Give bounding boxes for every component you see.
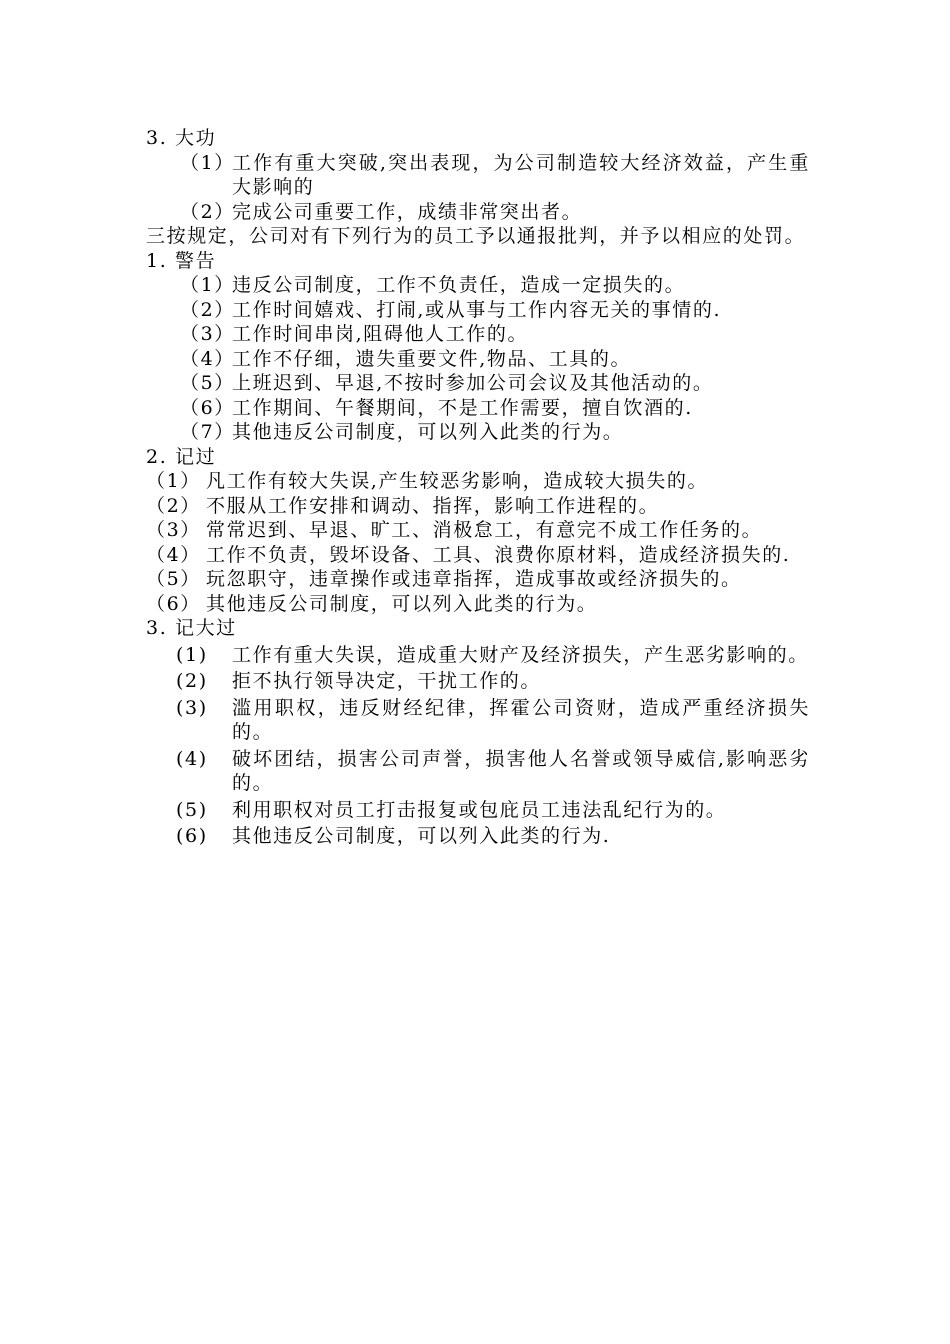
list-item [146,592,810,617]
item-number: （5） [180,372,235,394]
list-item [146,273,810,298]
list-item [146,494,810,519]
item-text: 工作时间串岗,阻碍他人工作的。 [232,323,529,345]
list-item [146,200,810,225]
list-item [146,747,810,796]
penalty-intro-paragraph: 三按规定，公司对有下列行为的员工予以通报批判，并予以相应的处罚。 [146,225,806,247]
item-text: 不服从工作安排和调动、指挥，影响工作进程的。 [206,494,660,517]
item-number: （6） [180,396,235,419]
item-text: 滥用职权，违反财经纪律，挥霍公司资财，造成严重经济损失的。 [232,696,810,743]
section-heading-warning: 1. 警告 [146,249,217,272]
item-text: 工作有重大突破,突出表现，为公司制造较大经济效益，产生重大影响的 [232,151,810,198]
list-item [146,420,810,445]
item-text: 利用职权对员工打击报复或包庇员工违法乱纪行为的。 [232,798,727,821]
item-text: 工作不仔细，遗失重要文件,物品、工具的。 [232,347,632,370]
list-item [146,298,810,323]
item-text: 上班迟到、早退,不按时参加公司会议及其他活动的。 [232,372,714,394]
item-number: (5) [176,798,208,821]
list-item [146,696,810,745]
item-text: 玩忽职守，违章操作或违章指挥，造成事故或经济损失的。 [206,568,742,590]
list-item [146,567,810,592]
item-text: 其他违反公司制度，可以列入此类的行为. [232,825,611,847]
item-number: （5） [146,568,201,590]
item-text: 工作不负责，毁坏设备、工具、浪费你原材料，造成经济损失的. [206,543,791,566]
list-item [146,824,810,849]
item-text: 常常迟到、早退、旷工、消极怠工，有意完不成工作任务的。 [206,519,763,541]
item-text: 其他违反公司制度，可以列入此类的行为。 [206,592,598,615]
list-item [146,371,810,396]
list-item [146,518,810,543]
list-item [146,798,810,823]
document-body [146,126,810,849]
list-item [146,347,810,372]
item-number: （1） [146,470,201,492]
item-text: 破坏团结，损害公司声誉，损害他人名誉或领导威信,影响恶劣的。 [232,747,810,794]
item-text: 工作时间嬉戏、打闹,或从事与工作内容无关的事情的. [232,298,722,321]
list-item [146,396,810,421]
item-number: (3) [176,696,208,719]
list-item [146,669,810,694]
list-item [146,151,810,200]
item-number: （4） [180,347,235,370]
item-number: （3） [146,519,201,541]
list-item [146,543,810,568]
item-number: （2） [180,200,235,223]
item-number: （1） [180,274,235,296]
item-number: （6） [146,592,201,615]
item-number: (2) [176,670,208,692]
item-text: 凡工作有较大失误,产生较恶劣影响，造成较大损失的。 [206,470,709,492]
item-text: 拒不执行领导决定，干扰工作的。 [232,670,542,692]
item-text: 工作有重大失误，造成重大财产及经济损失，产生恶劣影响的。 [232,643,809,666]
item-text: 工作期间、午餐期间，不是工作需要，擅自饮酒的. [232,396,693,419]
list-item [146,643,810,668]
section-heading-merit-major: 3. 大功 [146,127,217,149]
item-number: （2） [180,298,235,321]
item-number: （4） [146,543,201,566]
item-number: （3） [180,323,235,345]
item-number: （2） [146,494,201,517]
list-item [146,322,810,347]
item-number: （7） [180,421,235,443]
list-item [146,469,810,494]
item-number: (4) [176,747,208,770]
item-number: （1） [180,151,235,174]
item-number: (6) [176,825,208,847]
item-text: 违反公司制度，工作不负责任，造成一定损失的。 [232,274,686,296]
item-text: 其他违反公司制度，可以列入此类的行为。 [232,421,624,443]
item-text: 完成公司重要工作，成绩非常突出者。 [232,200,583,223]
section-heading-major-demerit: 3. 记大过 [146,617,237,639]
section-heading-demerit: 2. 记过 [146,445,217,468]
item-number: (1) [176,643,208,666]
